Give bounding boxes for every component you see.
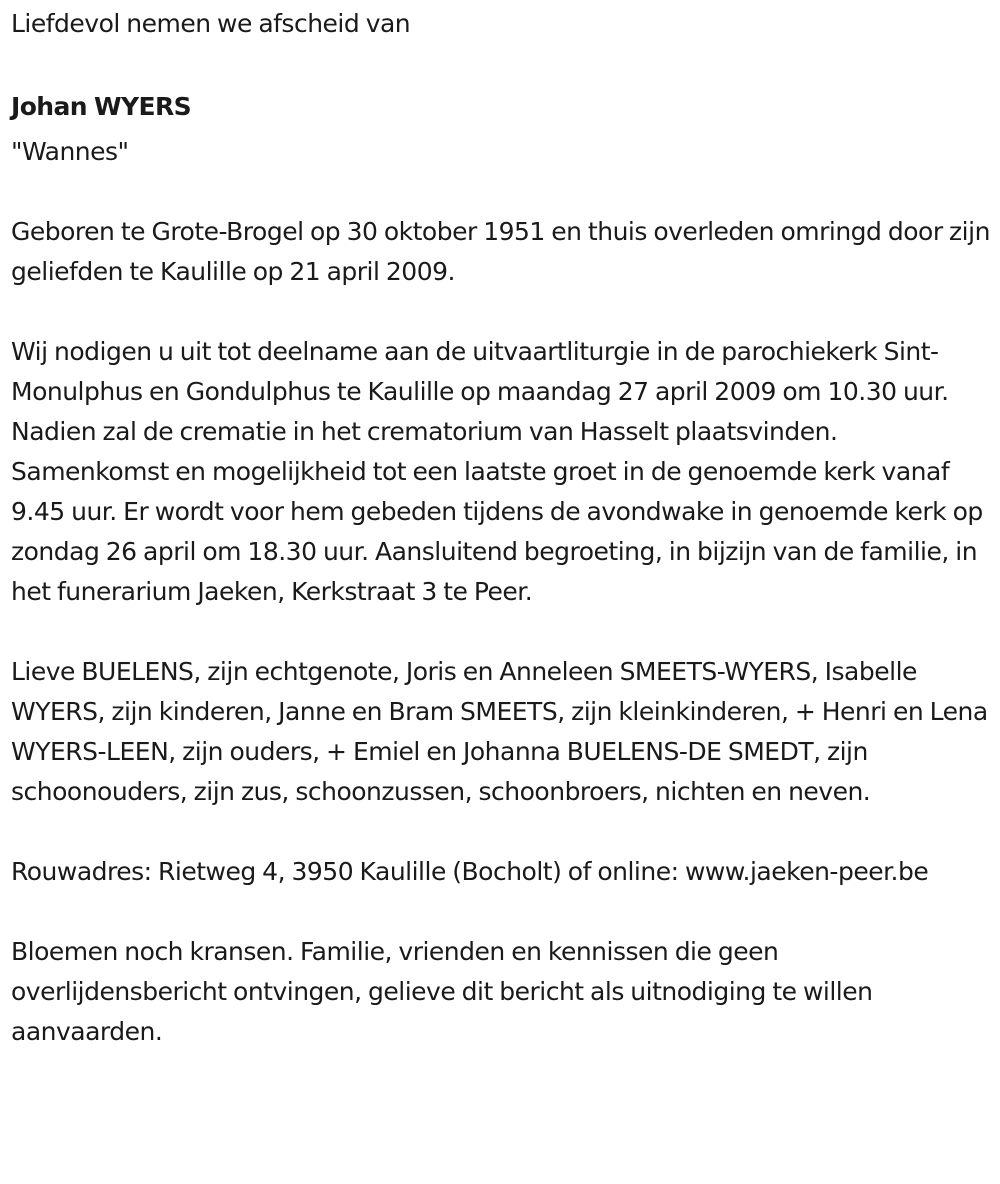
birth-death-paragraph: Geboren te Grote-Brogel op 30 oktober 1951 en thuis overleden omringd door zijn geliefden te Kaulille op 21 april 2009. — [11, 217, 990, 286]
deceased-name: Johan WYERS — [11, 92, 192, 121]
address-paragraph: Rouwadres: Rietweg 4, 3950 Kaulille (Bocholt) of online: www.jaeken-peer.be — [11, 857, 929, 886]
family-paragraph: Lieve BUELENS, zijn echtgenote, Joris en Anneleen SMEETS-WYERS, Isabelle WYERS, zijn kinderen, Janne en Bram SMEETS, zijn kleinkinderen, + Henri en Lena WYERS-LEEN, zijn ouders, + Emiel en Johanna BUELENS-DE SMEDT, zijn schoonouders, zijn zus, schoonzussen, schoonbroers, nichten en neven. — [11, 657, 988, 806]
funeral-paragraph: Wij nodigen u uit tot deelname aan de uitvaartliturgie in de parochiekerk Sint-Monulphus en Gondulphus te Kaulille op maandag 27 april 2009 om 10.30 uur. Nadien zal de crematie in het crematorium van Hasselt plaatsvinden. Samenkomst en mogelijkheid tot een laatste groet in de genoemde kerk vanaf 9.45 uur. Er wordt voor hem gebeden tijdens de avondwake in genoemde kerk op zondag 26 april om 18.30 uur. Aansluitend begroeting, in bijzijn van de familie, in het funerarium Jaeken, Kerkstraat 3 te Peer. — [11, 337, 983, 606]
nickname: "Wannes" — [11, 137, 129, 166]
closing-paragraph: Bloemen noch kransen. Familie, vrienden en kennissen die geen overlijdensbericht ontvingen, gelieve dit bericht als uitnodiging te willen aanvaarden. — [11, 937, 873, 1046]
intro-line: Liefdevol nemen we afscheid van — [11, 9, 411, 38]
